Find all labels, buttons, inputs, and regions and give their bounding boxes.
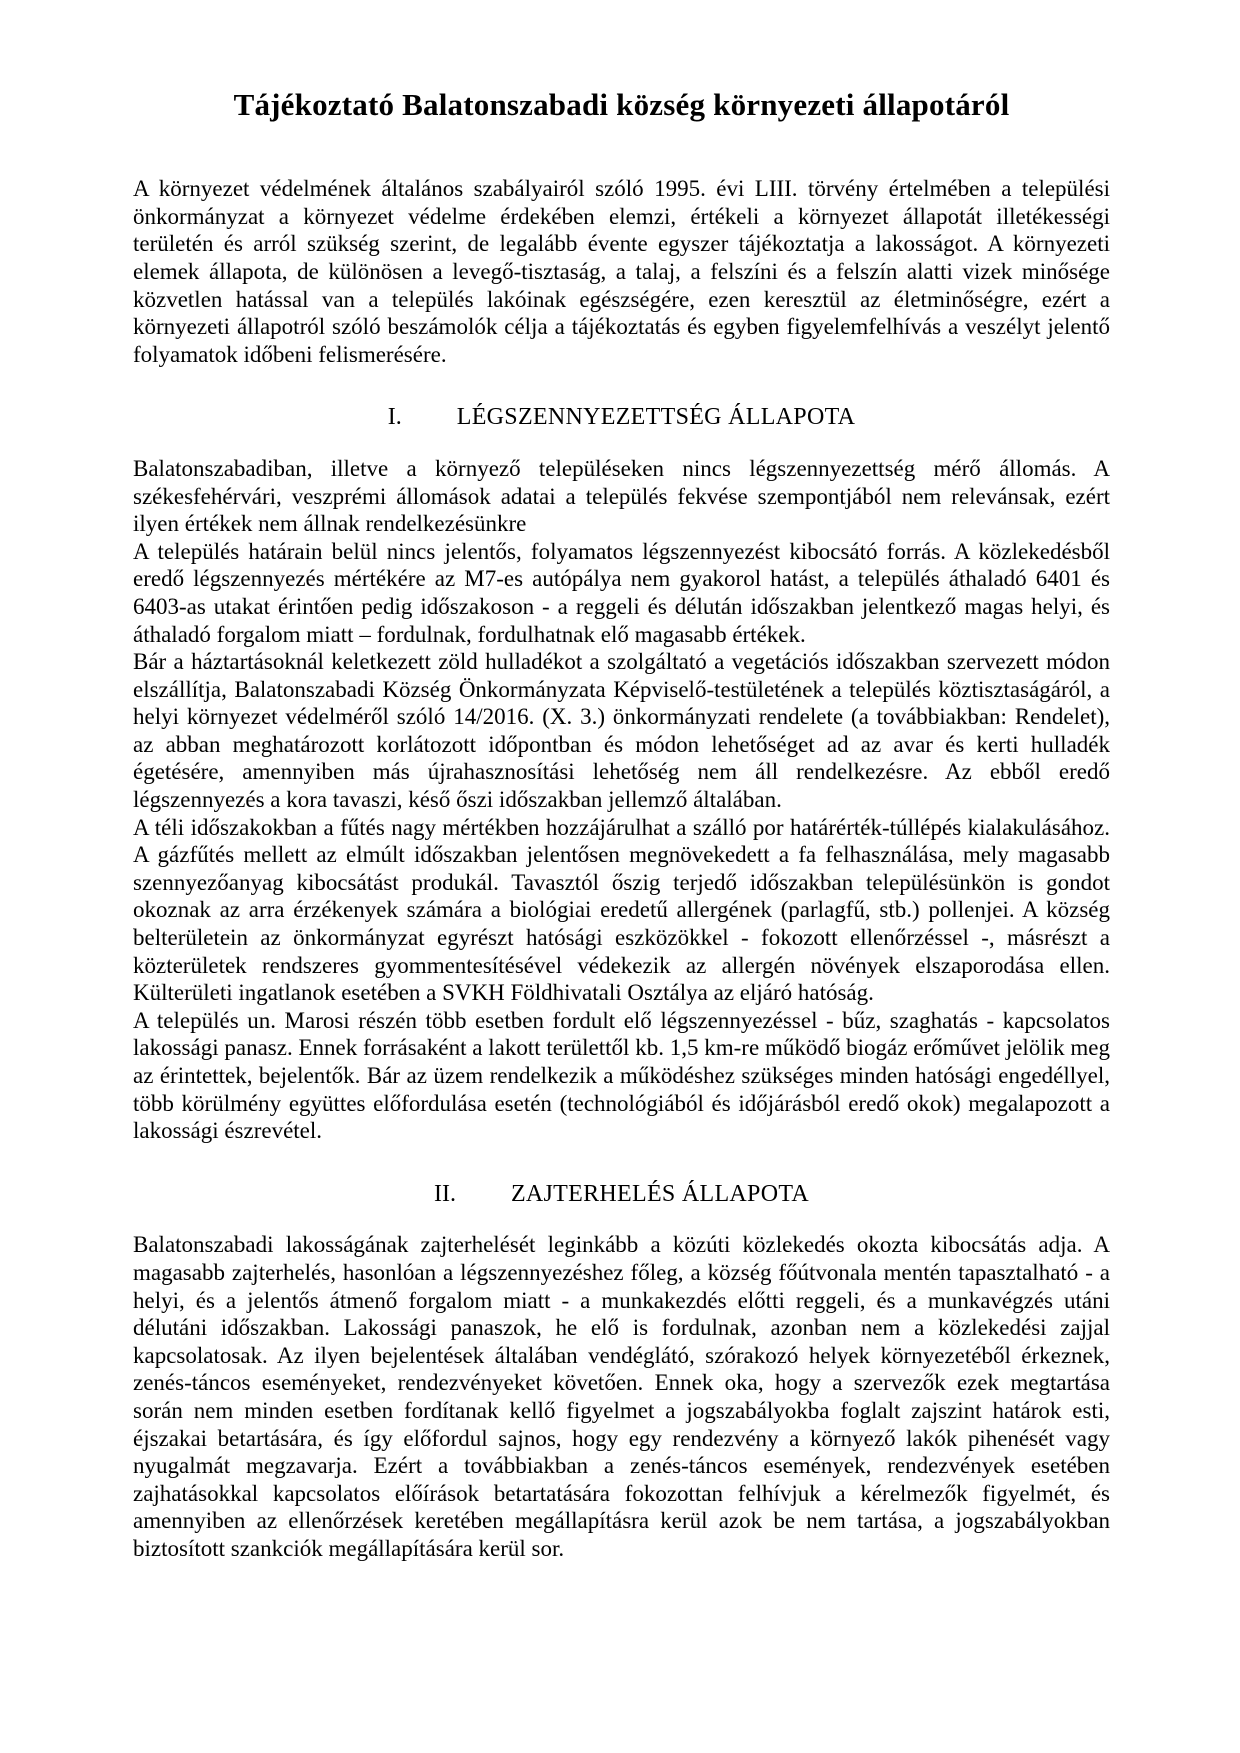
section-1-heading [133,404,1110,432]
section-1-paragraph-1: Balatonszabadiban, illetve a környező településeken nincs légszennyezettség mérő állomás. A székesfehérvári, veszprémi állomások adatai a település fekvése szempontjából nem relevánsak, ezért ilyen értékek nem állnak rendelkezésünkre [133,455,1110,537]
section-1-title: LÉGSZENNYEZETTSÉG ÁLLAPOTA [456,404,856,431]
section-2-heading [133,1181,1110,1209]
section-2-paragraph-1: Balatonszabadi lakosságának zajterhelését leginkább a közúti közlekedés okozta kibocsátás adja. A magasabb zajterhelés, hasonlóan a légszennyezéshez főleg, a község főútvonala mentén tapasztalható - a helyi, és a jelentős átmenő forgalom miatt - a munkakezdés előtti reggeli, és a munkavégzés utáni délutáni időszakban. Lakossági panaszok, he elő is fordulnak, azonban nem a közlekedési zajjal kapcsolatosak. Az ilyen bejelentések általában vendéglátó, szórakozó helyek környezetéből érkeznek, zenés-táncos eseményeket, rendezvényeket követően. Ennek oka, hogy a szervezők ezek megtartása során nem minden esetben fordítanak kellő figyelmet a jogszabályokba foglalt zajszint határok esti, éjszakai betartására, és így előfordul sajnos, hogy egy rendezvény a környező lakók pihenését vagy nyugalmát megzavarja. Ezért a továbbiakban a zenés-táncos események, rendezvények esetében zajhatásokkal kapcsolatos előírások betartatására fokozottan felhívjuk a kérelmezők figyelmét, és amennyiben az ellenőrzések keretében megállapításra kerül azok be nem tartása, a jogszabályokban biztosított szankciók megállapítására kerül sor. [133,1232,1110,1561]
section-2-title: ZAJTERHELÉS ÁLLAPOTA [510,1180,810,1207]
document-title: Tájékoztató Balatonszabadi község környezeti állapotáról [233,87,1010,122]
intro-paragraph: A környezet védelmének általános szabályairól szóló 1995. évi LIII. törvény értelmében a települési önkormányzat a környezet védelme érdekében elemzi, értékeli a környezet állapotát illetékességi területén és arról szükség szerint, de legalább évente egyszer tájékoztatja a lakosságot. A környezeti elemek állapota, de különösen a levegő-tisztaság, a talaj, a felszíni és a felszín alatti vizek minősége közvetlen hatással van a település lakóinak egészségére, ezen keresztül az életminőségre, ezért a környezeti állapotról szóló beszámolók célja a tájékoztatás és egyben figyelemfelhívás a veszélyt jelentő folyamatok időbeni felismerésére. [133,176,1110,367]
section-2-number: II. [433,1180,456,1207]
section-1-number: I. [387,404,402,431]
section-1-paragraph-3: Bár a háztartásoknál keletkezett zöld hulladékot a szolgáltató a vegetációs időszakban szervezett módon elszállítja, Balatonszabadi Község Önkormányzata Képviselő-testületének a település köztisztaságáról, a helyi környezet védelméről szóló 14/2016. (X. 3.) önkormányzati rendelete (a továbbiakban: Rendelet), az abban meghatározott korlátozott időpontban és módon lehetőséget ad az avar és kerti hulladék égetésére, amennyiben más újrahasznosítási lehetőség nem áll rendelkezésre. Az ebből eredő légszennyezés a kora tavaszi, késő őszi időszakban jellemző általában. [133,649,1110,813]
section-1-paragraph-4: A téli időszakokban a fűtés nagy mértékben hozzájárulhat a szálló por határérték-túllépés kialakulásához. A gázfűtés mellett az elmúlt időszakban jelentősen megnövekedett a fa felhasználása, mely magasabb szennyezőanyag kibocsátást produkál. Tavasztól őszig terjedő időszakban településünkön is gondot okoznak az arra érzékenyek számára a biológiai eredetű allergének (parlagfű, stb.) pollenjei. A község belterületein az önkormányzat egyrészt hatósági eszközökkel - fokozott ellenőrzéssel -, másrészt a közterületek rendszeres gyommentesítésével védekezik az allergén növények elszaporodása ellen. Külterületi ingatlanok esetében a SVKH Földhivatali Osztálya az eljáró hatóság. [133,814,1110,1006]
section-1-paragraph-2: A település határain belül nincs jelentős, folyamatos légszennyezést kibocsátó forrás. A közlekedésből eredő légszennyezés mértékére az M7-es autópálya nem gyakorol hatást, a település áthaladó 6401 és 6403-as utakat érintően pedig időszakoson - a reggeli és délután időszakban jelentkező magas helyi, és áthaladó forgalom miatt – fordulnak, fordulhatnak elő magasabb értékek. [133,538,1110,647]
section-1-paragraph-5: A település un. Marosi részén több esetben fordult elő légszennyezéssel - bűz, szaghatás - kapcsolatos lakossági panasz. Ennek forrásaként a lakott területtől kb. 1,5 km-re működő biogáz erőművet jelölik meg az érintettek, bejelentők. Bár az üzem rendelkezik a működéshez szükséges minden hatósági engedéllyel, több körülmény együttes előfordulása esetén (technológiából és időjárásból eredő okok) megalapozott a lakossági észrevétel. [133,1007,1110,1144]
